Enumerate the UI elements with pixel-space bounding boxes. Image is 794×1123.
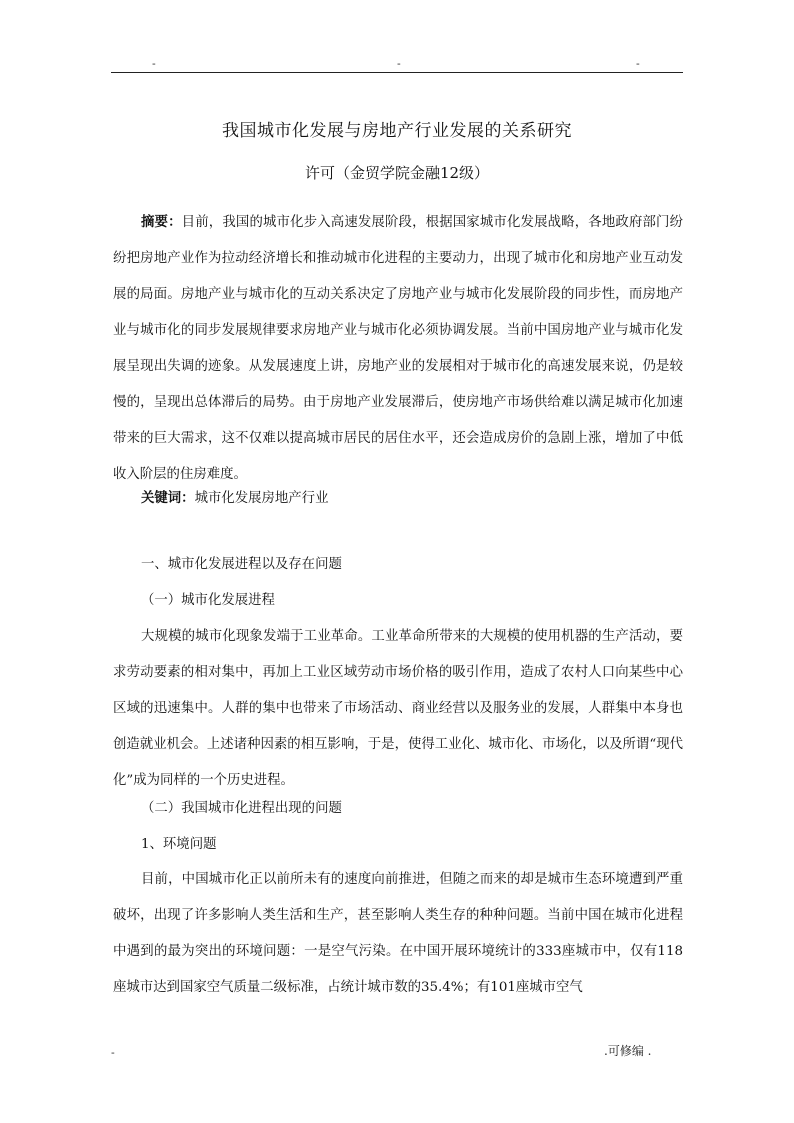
- header-mark-center: -: [397, 57, 401, 70]
- subsection-heading-1-2: （二）我国城市化进程出现的问题: [141, 801, 342, 816]
- footer-editable-note: .可修编 .: [604, 1044, 652, 1058]
- abstract-text: 目前，我国的城市化步入高速发展阶段，根据国家城市化发展战略，各地政府部门纷纷把房地产业作为拉动经济增长和推动城市化进程的主要动力，出现了城市化和房地产业互动发展的局面。房地产业与城市化的互动关系决定了房地产业与城市化发展阶段的同步性，而房地产业与城市化的同步发展规律要求房地产业与城市化必须协调发展。当前中国房地产业与城市化发展呈现出失调的迹象。从发展速度上讲，房地产业的发展相对于城市化的高速发展来说，仍是较慢的，呈现出总体滞后的局势。由于房地产业发展滞后，使房地产市场供给难以满足城市化加速带来的巨大需求，这不仅难以提高城市居民的居住水平，还会造成房价的急剧上涨，增加了中低收入阶层的住房难度。: [113, 215, 684, 482]
- keywords-label: 关键词：: [141, 490, 195, 506]
- header-mark-left: -: [152, 57, 156, 70]
- document-title: 我国城市化发展与房地产行业发展的关系研究: [222, 121, 572, 141]
- keywords-text: 城市化发展房地产行业: [194, 491, 329, 506]
- paragraph-environment-issues: 目前，中国城市化正以前所未有的速度向前推进，但随之而来的却是城市生态环境遭到严重破坏，出现了许多影响人类生活和生产，甚至影响人类生存的种种问题。当前中国在城市化进程中遇到的最为突出的环境问题：一是空气污染。在中国开展环境统计的333座城市中，仅有118座城市达到国家空气质量二级标准，占统计城市数的35.4%；有101座城市空气: [113, 872, 683, 995]
- header-mark-right: -: [636, 57, 640, 70]
- header-rule: [111, 72, 683, 73]
- subsection-heading-environment: 1、环境问题: [141, 837, 217, 852]
- subsection-heading-1-1: （一）城市化发展进程: [141, 593, 275, 608]
- paragraph-urbanization-origin: 大规模的城市化现象发端于工业革命。工业革命所带来的大规模的使用机器的生产活动，要求劳动要素的相对集中，再加上工业区域劳动市场价格的吸引作用，造成了农村人口向某些中心区域的迅速集中。人群的集中也带来了市场活动、商业经营以及服务业的发展，人群集中本身也创造就业机会。上述诸种因素的相互影响，于是，使得工业化、城市化、市场化，以及所谓“现代化”成为同样的一个历史进程。: [113, 629, 683, 788]
- abstract-paragraph: [113, 204, 683, 493]
- author-line: 许可（金贸学院金融12级）: [304, 164, 490, 182]
- footer-dash: -: [111, 1046, 115, 1059]
- section-heading-1: 一、城市化发展进程以及存在问题: [141, 557, 342, 572]
- abstract-label: 摘要：: [141, 214, 182, 230]
- keywords-line: [113, 480, 683, 517]
